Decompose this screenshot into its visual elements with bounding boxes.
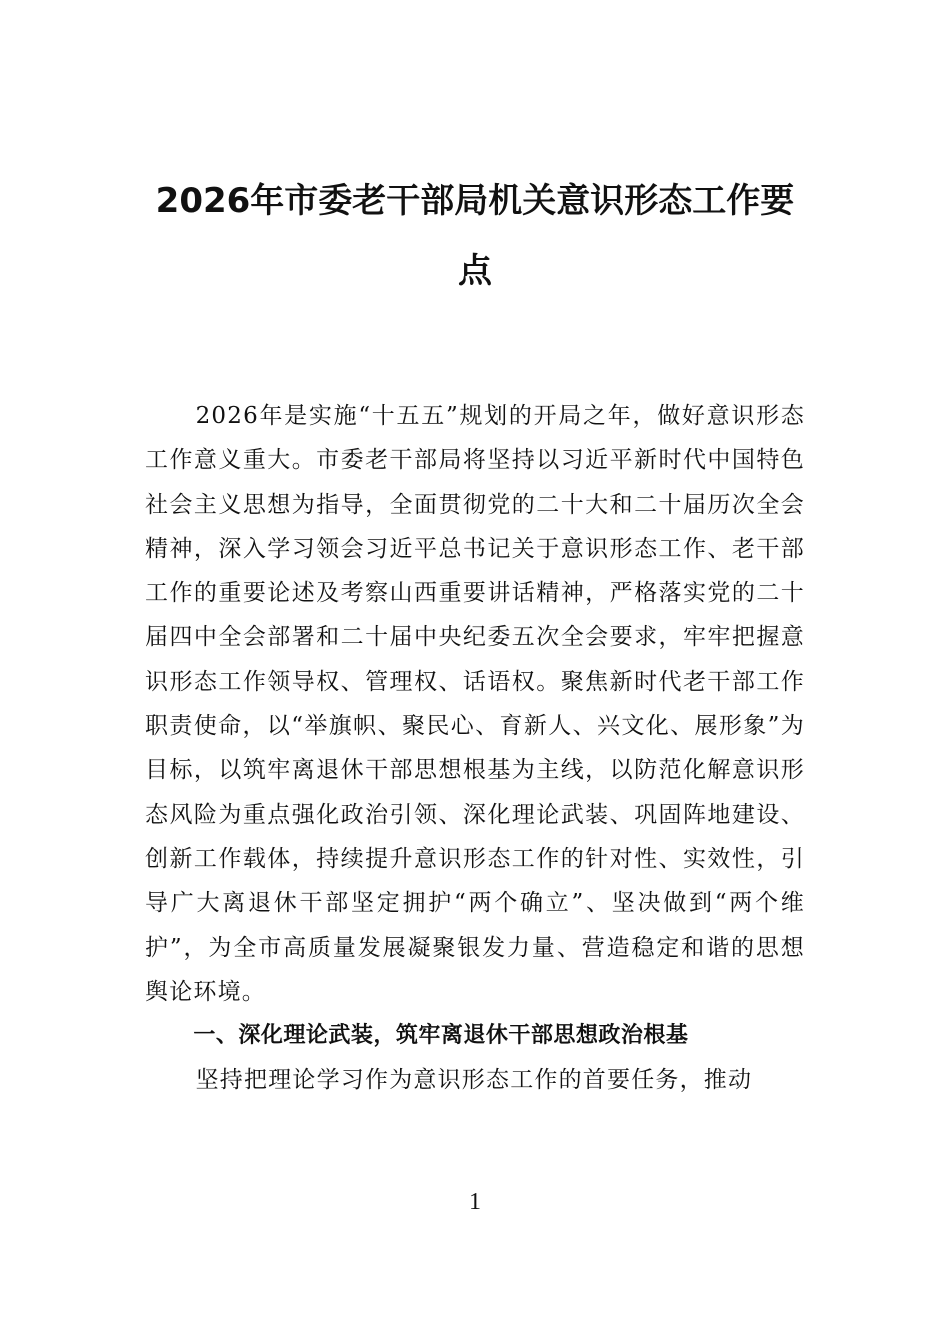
section-heading-1: 一、深化理论武装，筑牢离退休干部思想政治根基 [193,1023,689,1049]
document-title: 2026年市委老干部局机关意识形态工作要点 [155,181,795,291]
section-1-paragraph: 坚持把理论学习作为意识形态工作的首要任务，推动 [195,1067,753,1094]
document-body [145,394,805,1103]
page-number: 1 [469,1189,481,1215]
intro-paragraph: 2026年是实施“十五五”规划的开局之年，做好意识形态工作意义重大。市委老干部局将坚持以习近平新时代中国特色社会主义思想为指导，全面贯彻党的二十大和二十届历次全会精神，深入学习领会习近平总书记关于意识形态工作、老干部工作的重要论述及考察山西重要讲话精神，严格落实党的二十届四中全会部署和二十届中央纪委五次全会要求，牢牢把握意识形态工作领导权、管理权、话语权。聚焦新时代老干部工作职责使命，以“举旗帜、聚民心、育新人、兴文化、展形象”为目标，以筑牢离退休干部思想根基为主线，以防范化解意识形态风险为重点强化政治引领、深化理论武装、巩固阵地建设、创新工作载体，持续提升意识形态工作的针对性、实效性，引导广大离退休干部坚定拥护“两个确立”、坚决做到“两个维护”，为全市高质量发展凝聚银发力量、营造稳定和谐的思想舆论环境。 [145,403,805,1005]
